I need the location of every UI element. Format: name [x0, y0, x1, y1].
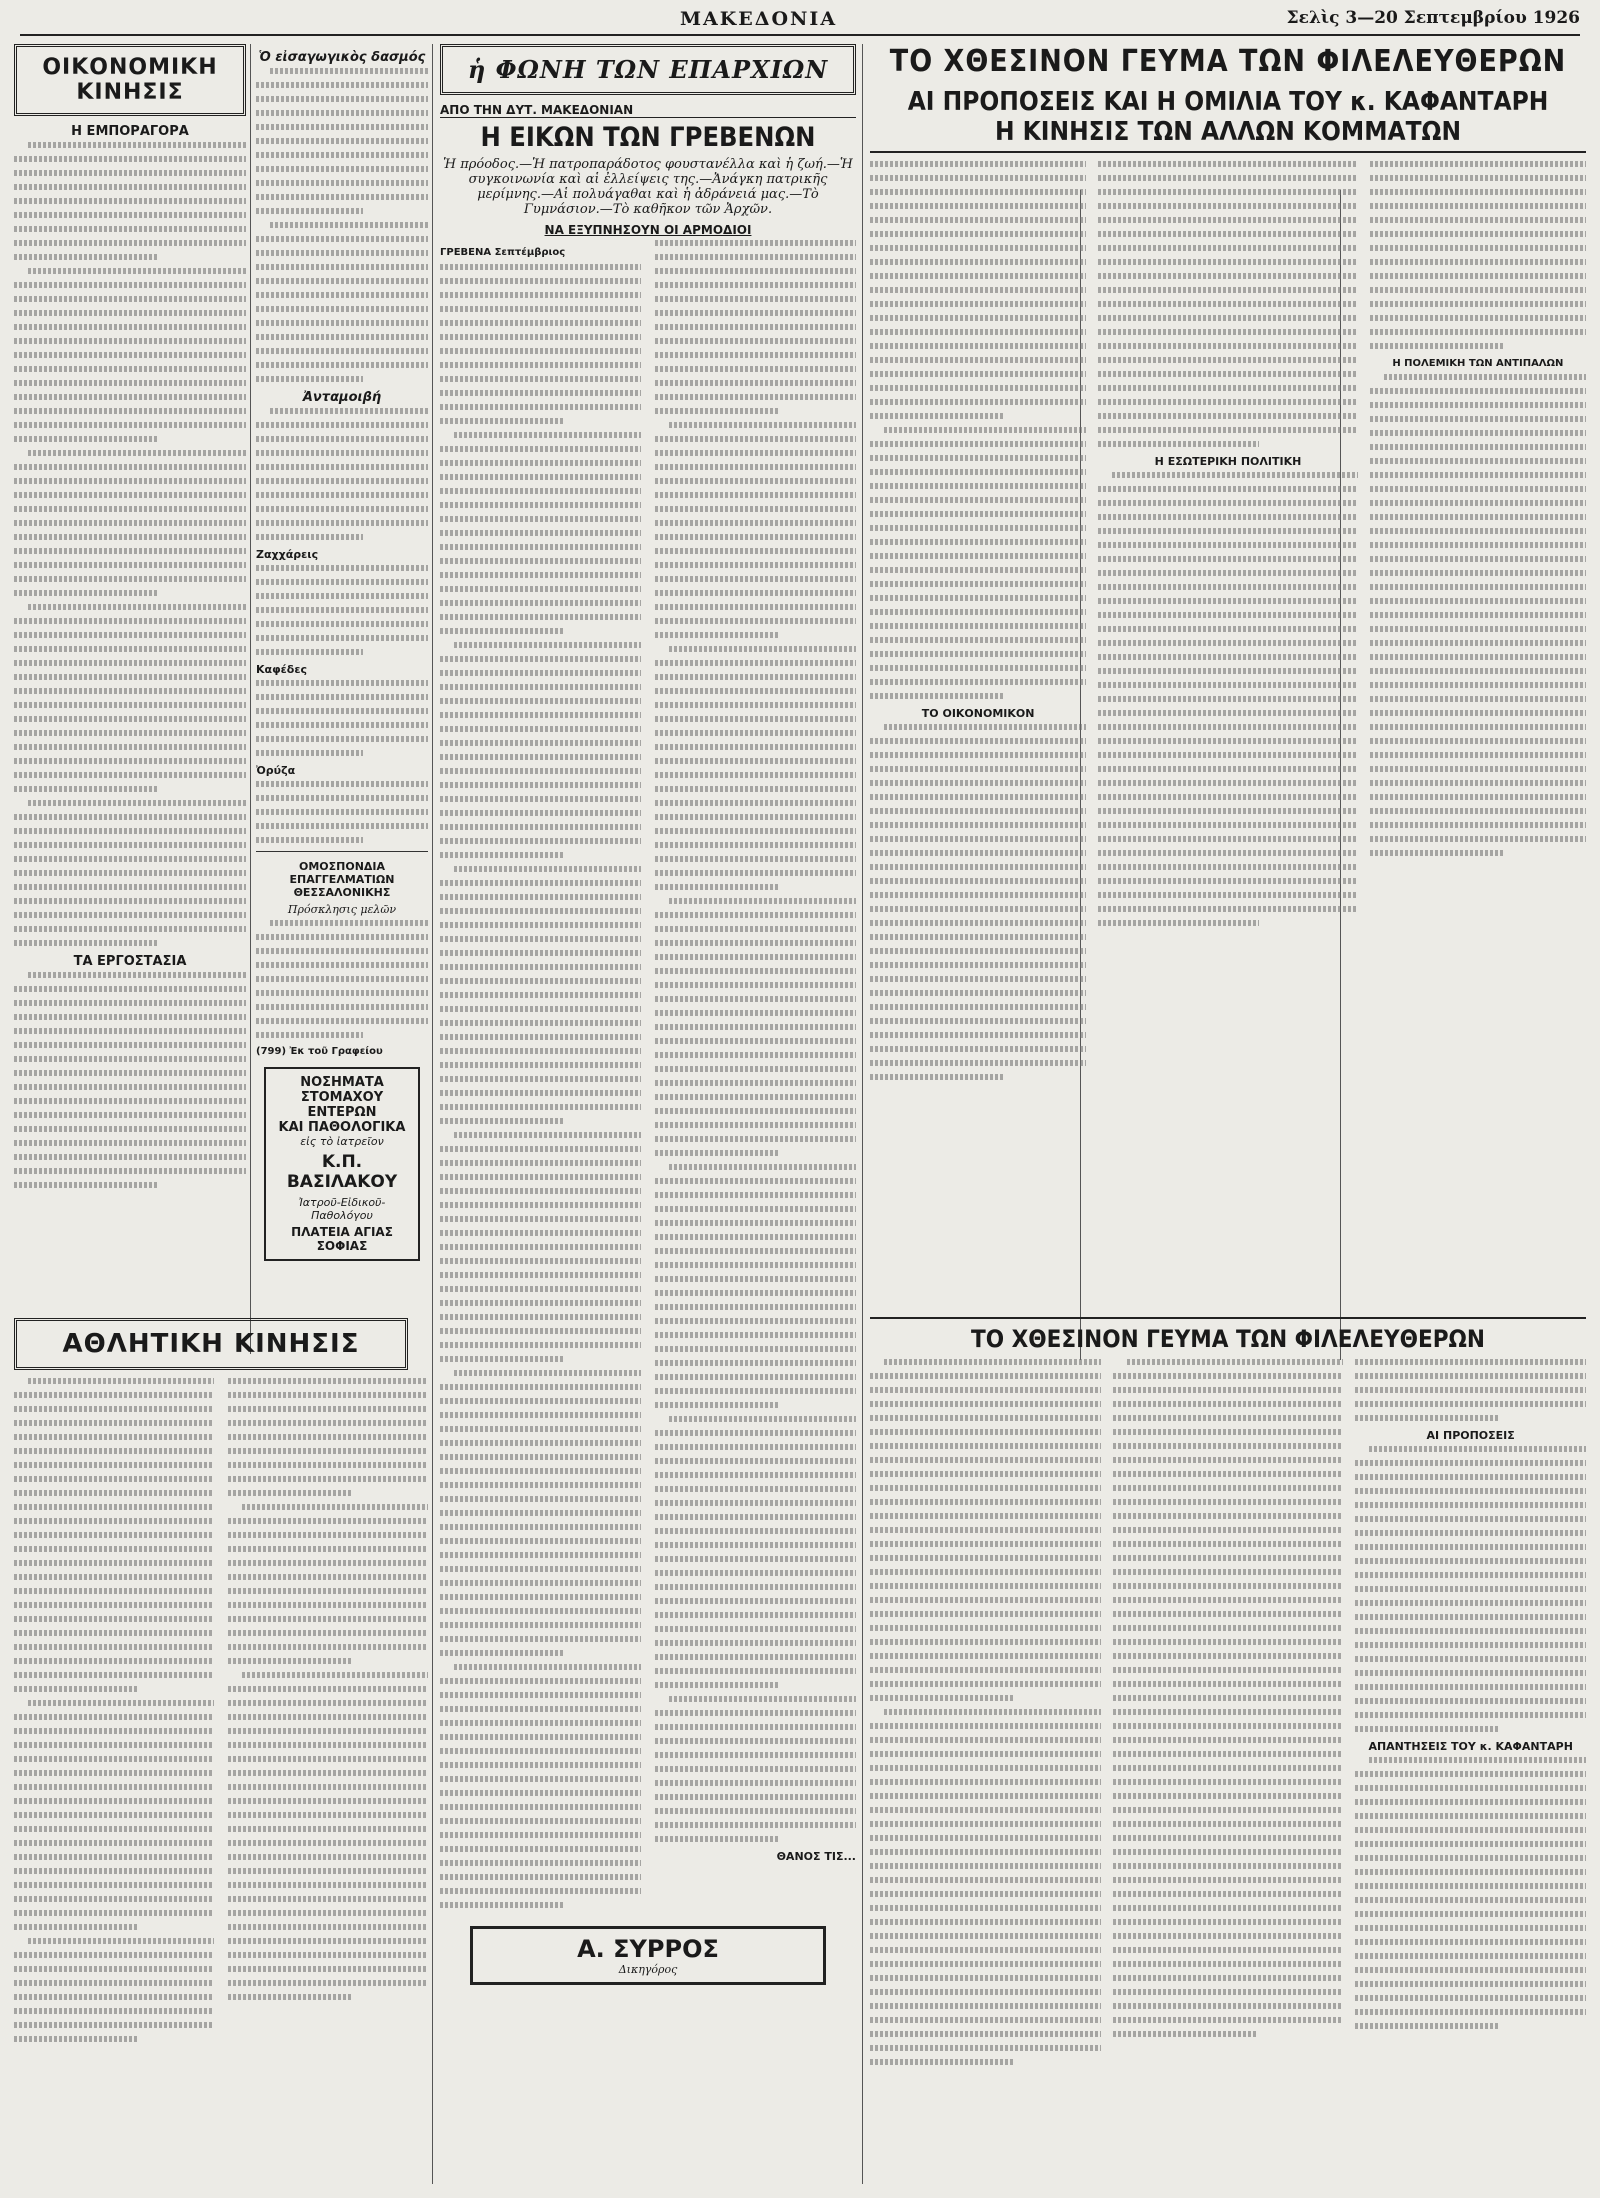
association-subheading: Πρόσκλησις μελῶν	[287, 903, 397, 916]
dinner2-text-col-1	[870, 1359, 1101, 2149]
coffee-subheading: Καφέδες	[256, 663, 308, 676]
coffee-text	[256, 680, 428, 756]
dinner-subheading-1: ΑΙ ΠΡΟΠΟΣΕΙΣ ΚΑΙ Η ΟΜΙΛΙΑ ΤΟΥ κ. ΚΑΦΑΝΤΑΡΗ	[907, 87, 1549, 117]
dinner-text-col-1	[870, 161, 1086, 1311]
liberal-dinner-section	[870, 44, 1586, 2184]
lawyer-advertisement	[470, 1926, 826, 1985]
ad-line-2: ΣΤΟΜΑΧΟΥ ΕΝΤΕΡΩΝ	[300, 1090, 384, 1120]
sport-text-left	[14, 1378, 214, 2050]
sport-heading: ΑΘΛΗΤΙΚΗ ΚΙΝΗΣΙΣ	[14, 1318, 408, 1370]
kafantaris-replies-subheading: ΑΠΑΝΤΗΣΕΙΣ ΤΟΥ κ. ΚΑΦΑΝΤΑΡΗ	[1368, 1740, 1573, 1753]
toasts-subheading: ΑΙ ΠΡΟΠΟΣΕΙΣ	[1426, 1429, 1515, 1442]
ad-line-4: εἰς τὸ ἰατρεῖον	[300, 1135, 384, 1148]
import-duty-text	[256, 68, 428, 382]
sugar-subheading: Ζαχχάρεις	[256, 548, 319, 561]
dinner2-text-col-3	[1355, 1359, 1586, 2149]
article-lede: Ἡ πρόοδος.—Ἡ πατροπαράδοτος φουστανέλλα καὶ ἡ ζωή.—Ἡ συγκοινωνία καὶ αἱ ἐλλείψεις της.—Ἀνάγκη πατρικῆς μερίμνης.—Αἱ πολυάγαθαι καὶ ἡ ἀδράνειά μας.—Τὸ Γυμνάσιον.—Τὸ καθῆκον τῶν Ἀρχῶν.	[443, 157, 853, 217]
opponents-subheading: Η ΠΟΛΕΜΙΚΗ ΤΩΝ ΑΝΤΙΠΑΛΩΝ	[1392, 358, 1564, 369]
ad-doctor-role: Ἰατροῦ-Εἰδικοῦ-Παθολόγου	[298, 1196, 386, 1222]
dateline: ΓΡΕΒΕΝΑ Σεπτέμβριος	[440, 247, 566, 258]
article-text-left	[440, 240, 641, 1916]
import-duty-subheading: Ὁ εἰσαγωγικὸς δασμός	[258, 50, 426, 65]
masthead	[20, 8, 1580, 36]
economy-heading: ΟΙΚΟΝΟΜΙΚΗ ΚΙΝΗΣΙΣ	[14, 44, 246, 116]
lawyer-role: Δικηγόρος	[618, 1963, 678, 1976]
issue-date: Σελὶς 3—20 Σεπτεμβρίου 1926	[1286, 8, 1580, 28]
rice-text	[256, 781, 428, 843]
ad-doctor-name: Κ.Π. ΒΑΣΙΛΑΚΟΥ	[286, 1152, 398, 1192]
article-signature: ΘΑΝΟΣ ΤΙΣ...	[776, 1850, 856, 1863]
dinner-text-col-3	[1370, 161, 1586, 1311]
dinner-heading: ΤΟ ΧΘΕΣΙΝΟΝ ΓΕΥΜΑ ΤΩΝ ΦΙΛΕΛΕΥΘΕΡΩΝ	[889, 44, 1567, 79]
economy-column	[14, 44, 246, 1344]
economy-column-2	[256, 44, 428, 1314]
association-text	[256, 920, 428, 1038]
dinner2-text-col-2	[1113, 1359, 1344, 2149]
issuer-note: (799) Ἐκ τοῦ Γραφείου	[256, 1046, 383, 1057]
reward-text	[256, 408, 428, 540]
economic-subheading: ΤΟ ΟΙΚΟΝΟΜΙΚΟΝ	[921, 707, 1035, 720]
dinner-subheading-2: Η ΚΙΝΗΣΙΣ ΤΩΝ ΑΛΛΩΝ ΚΟΜΜΑΤΩΝ	[870, 117, 1586, 153]
lawyer-name: Α. ΣΥΡΡΟΣ	[577, 1935, 719, 1963]
column-rule	[862, 44, 863, 2184]
region-label: ΑΠΟ ΤΗΝ ΔΥΤ. ΜΑΚΕΔΟΝΙΑΝ	[440, 103, 856, 118]
dinner-text-col-2	[1098, 161, 1358, 1311]
domestic-politics-subheading: Η ΕΣΩΤΕΡΙΚΗ ΠΟΛΙΤΙΚΗ	[1154, 455, 1302, 468]
ad-address: ΠΛΑΤΕΙΑ ΑΓΙΑΣ ΣΟΦΙΑΣ	[291, 1225, 393, 1253]
article-callout: ΝΑ ΕΞΥΠΝΗΣΟΥΝ ΟΙ ΑΡΜΟΔΙΟΙ	[544, 223, 752, 237]
market-text	[14, 142, 246, 946]
dinner-heading-2: ΤΟ ΧΘΕΣΙΝΟΝ ΓΕΥΜΑ ΤΩΝ ΦΙΛΕΛΕΥΘΕΡΩΝ	[971, 1325, 1485, 1353]
sugar-text	[256, 565, 428, 655]
article-text-right	[655, 240, 856, 1916]
provinces-section	[440, 44, 856, 2184]
paper-name: ΜΑΚΕΔΟΝΙΑ	[680, 8, 838, 30]
article-title: Η ΕΙΚΩΝ ΤΩΝ ΓΡΕΒΕΝΩΝ	[480, 122, 816, 153]
ad-line-1: ΝΟΣΗΜΑΤΑ	[300, 1075, 384, 1090]
factories-subheading: ΤΑ ΕΡΓΟΣΤΑΣΙΑ	[73, 954, 187, 969]
reward-subheading: Ἀνταμοιβή	[302, 390, 382, 405]
sport-section	[14, 1318, 428, 2178]
column-rule	[250, 44, 251, 1354]
provinces-heading: ἡ ΦΩΝΗ ΤΩΝ ΕΠΑΡΧΙΩΝ	[440, 44, 856, 95]
doctor-advertisement	[264, 1067, 420, 1261]
factories-text	[14, 972, 246, 1188]
rice-subheading: Ὀρύζα	[256, 764, 296, 777]
market-subheading: Η ΕΜΠΟΡΑΓΟΡΑ	[71, 124, 189, 139]
ad-line-3: ΚΑΙ ΠΑΘΟΛΟΓΙΚΑ	[278, 1120, 406, 1135]
column-rule	[432, 44, 433, 2184]
sport-text-right	[228, 1378, 428, 2050]
association-heading: ΟΜΟΣΠΟΝΔΙΑ ΕΠΑΓΓΕΛΜΑΤΙΩΝ ΘΕΣΣΑΛΟΝΙΚΗΣ	[289, 860, 395, 899]
